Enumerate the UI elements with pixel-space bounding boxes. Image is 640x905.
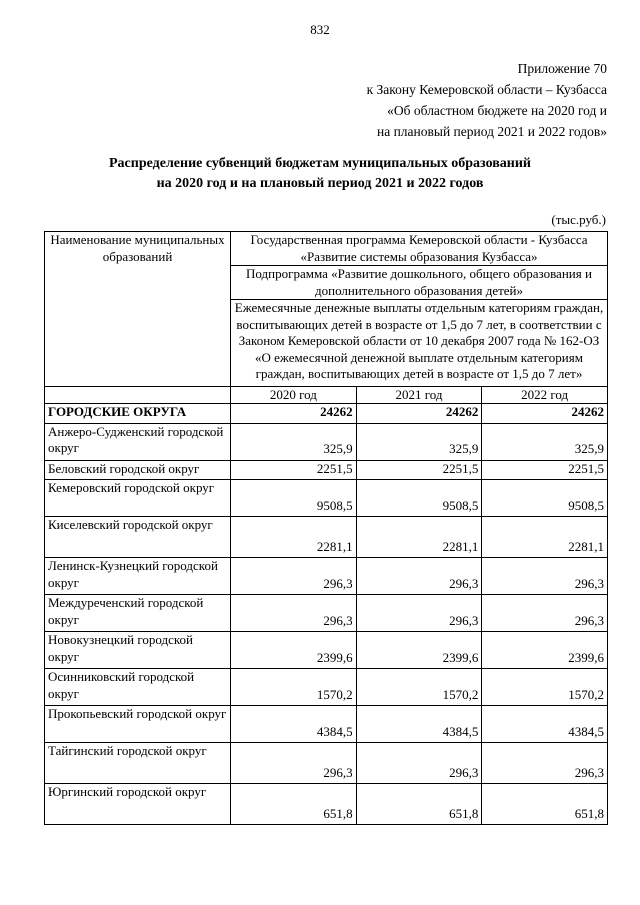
row-name-cell: Ленинск-Кузнецкий городской округ [45,558,231,595]
table-row [45,558,608,595]
row-value-2020: 2281,1 [231,517,357,558]
row-value-2022: 2399,6 [482,632,608,669]
row-value-2021: 4384,5 [356,706,482,743]
year-2020-header: 2020 год [231,386,357,404]
row-value-2022: 296,3 [482,743,608,784]
row-name-cell: Беловский городской округ [45,460,231,480]
row-value-2022: 296,3 [482,595,608,632]
row-value-2021: 325,9 [356,423,482,460]
row-name-cell: Юргинский городской округ [45,784,231,825]
row-value-2022: 2251,5 [482,460,608,480]
row-value-2022: 296,3 [482,558,608,595]
row-value-2021: 9508,5 [356,480,482,517]
row-value-2022: 9508,5 [482,480,608,517]
row-value-2020: 2251,5 [231,460,357,480]
row-value-2021: 2251,5 [356,460,482,480]
row-value-2020: 24262 [231,404,357,424]
appendix-line-4: на плановый период 2021 и 2022 годов» [376,124,607,139]
row-value-2021: 651,8 [356,784,482,825]
title-line-2: на 2020 год и на плановый период 2021 и 2022 годов [156,176,484,191]
year-2021-header: 2021 год [356,386,482,404]
program-header: Государственная программа Кемеровской области - Кузбасса «Развитие системы образования Кузбасса» [231,232,608,266]
table-row [45,423,608,460]
row-value-2022: 325,9 [482,423,608,460]
row-name-cell: Новокузнецкий городской округ [45,632,231,669]
row-value-2020: 9508,5 [231,480,357,517]
row-value-2021: 1570,2 [356,669,482,706]
row-value-2021: 296,3 [356,558,482,595]
document-title [0,154,640,194]
row-value-2022: 4384,5 [482,706,608,743]
row-name-cell: Тайгинский городской округ [45,743,231,784]
row-value-2022: 24262 [482,404,608,424]
row-value-2020: 296,3 [231,558,357,595]
row-name-cell: Анжеро-Судженский городской округ [45,423,231,460]
subprogram-header: Подпрограмма «Развитие дошкольного, общего образования и дополнительного образования детей» [231,266,608,300]
subsidy-table [44,231,608,825]
row-value-2020: 4384,5 [231,706,357,743]
table-row [45,460,608,480]
row-value-2022: 651,8 [482,784,608,825]
row-value-2020: 2399,6 [231,632,357,669]
table-row [45,480,608,517]
row-name-cell: ГОРОДСКИЕ ОКРУГА [45,404,231,424]
appendix-line-3: «Об областном бюджете на 2020 год и [387,103,607,118]
name-column-header: Наименование муниципальных образований [45,232,231,387]
table-row [45,632,608,669]
units-label: (тыс.руб.) [551,212,606,227]
row-name-cell: Киселевский городской округ [45,517,231,558]
header-row-years [45,386,608,404]
subsidy-table-body [45,232,608,825]
table-row [45,784,608,825]
row-name-cell: Кемеровский городской округ [45,480,231,517]
row-value-2020: 325,9 [231,423,357,460]
year-2022-header: 2022 год [482,386,608,404]
row-value-2021: 296,3 [356,743,482,784]
appendix-note [367,58,607,142]
row-name-cell: Междуреченский городской округ [45,595,231,632]
row-value-2021: 2281,1 [356,517,482,558]
row-value-2021: 24262 [356,404,482,424]
page-number: 832 [310,22,330,37]
row-value-2020: 296,3 [231,595,357,632]
table-row [45,517,608,558]
row-value-2020: 296,3 [231,743,357,784]
row-value-2022: 1570,2 [482,669,608,706]
row-value-2021: 296,3 [356,595,482,632]
appendix-line-2: к Закону Кемеровской области – Кузбасса [366,82,607,97]
table-row [45,404,608,424]
row-value-2021: 2399,6 [356,632,482,669]
appendix-line-1: Приложение 70 [517,61,607,76]
table-row [45,743,608,784]
row-name-cell: Осинниковский городской округ [45,669,231,706]
table-row [45,595,608,632]
row-value-2020: 651,8 [231,784,357,825]
measure-header: Ежемесячные денежные выплаты отдельным категориям граждан, воспитывающих детей в возрасте от 1,5 до 7 лет, в соответствии с Законом Кемеровской области от 10 декабря 2007 года № 162-ОЗ «О ежемесячной денежной выплате отдельным категориям граждан, воспитывающих детей в возрасте от 1,5 до 7 лет» [231,300,608,387]
table-row [45,669,608,706]
empty-header-cell [45,386,231,404]
row-value-2022: 2281,1 [482,517,608,558]
title-line-1: Распределение субвенций бюджетам муниципальных образований [109,156,531,171]
row-name-cell: Прокопьевский городской округ [45,706,231,743]
header-row-program [45,232,608,266]
table-row [45,706,608,743]
row-value-2020: 1570,2 [231,669,357,706]
